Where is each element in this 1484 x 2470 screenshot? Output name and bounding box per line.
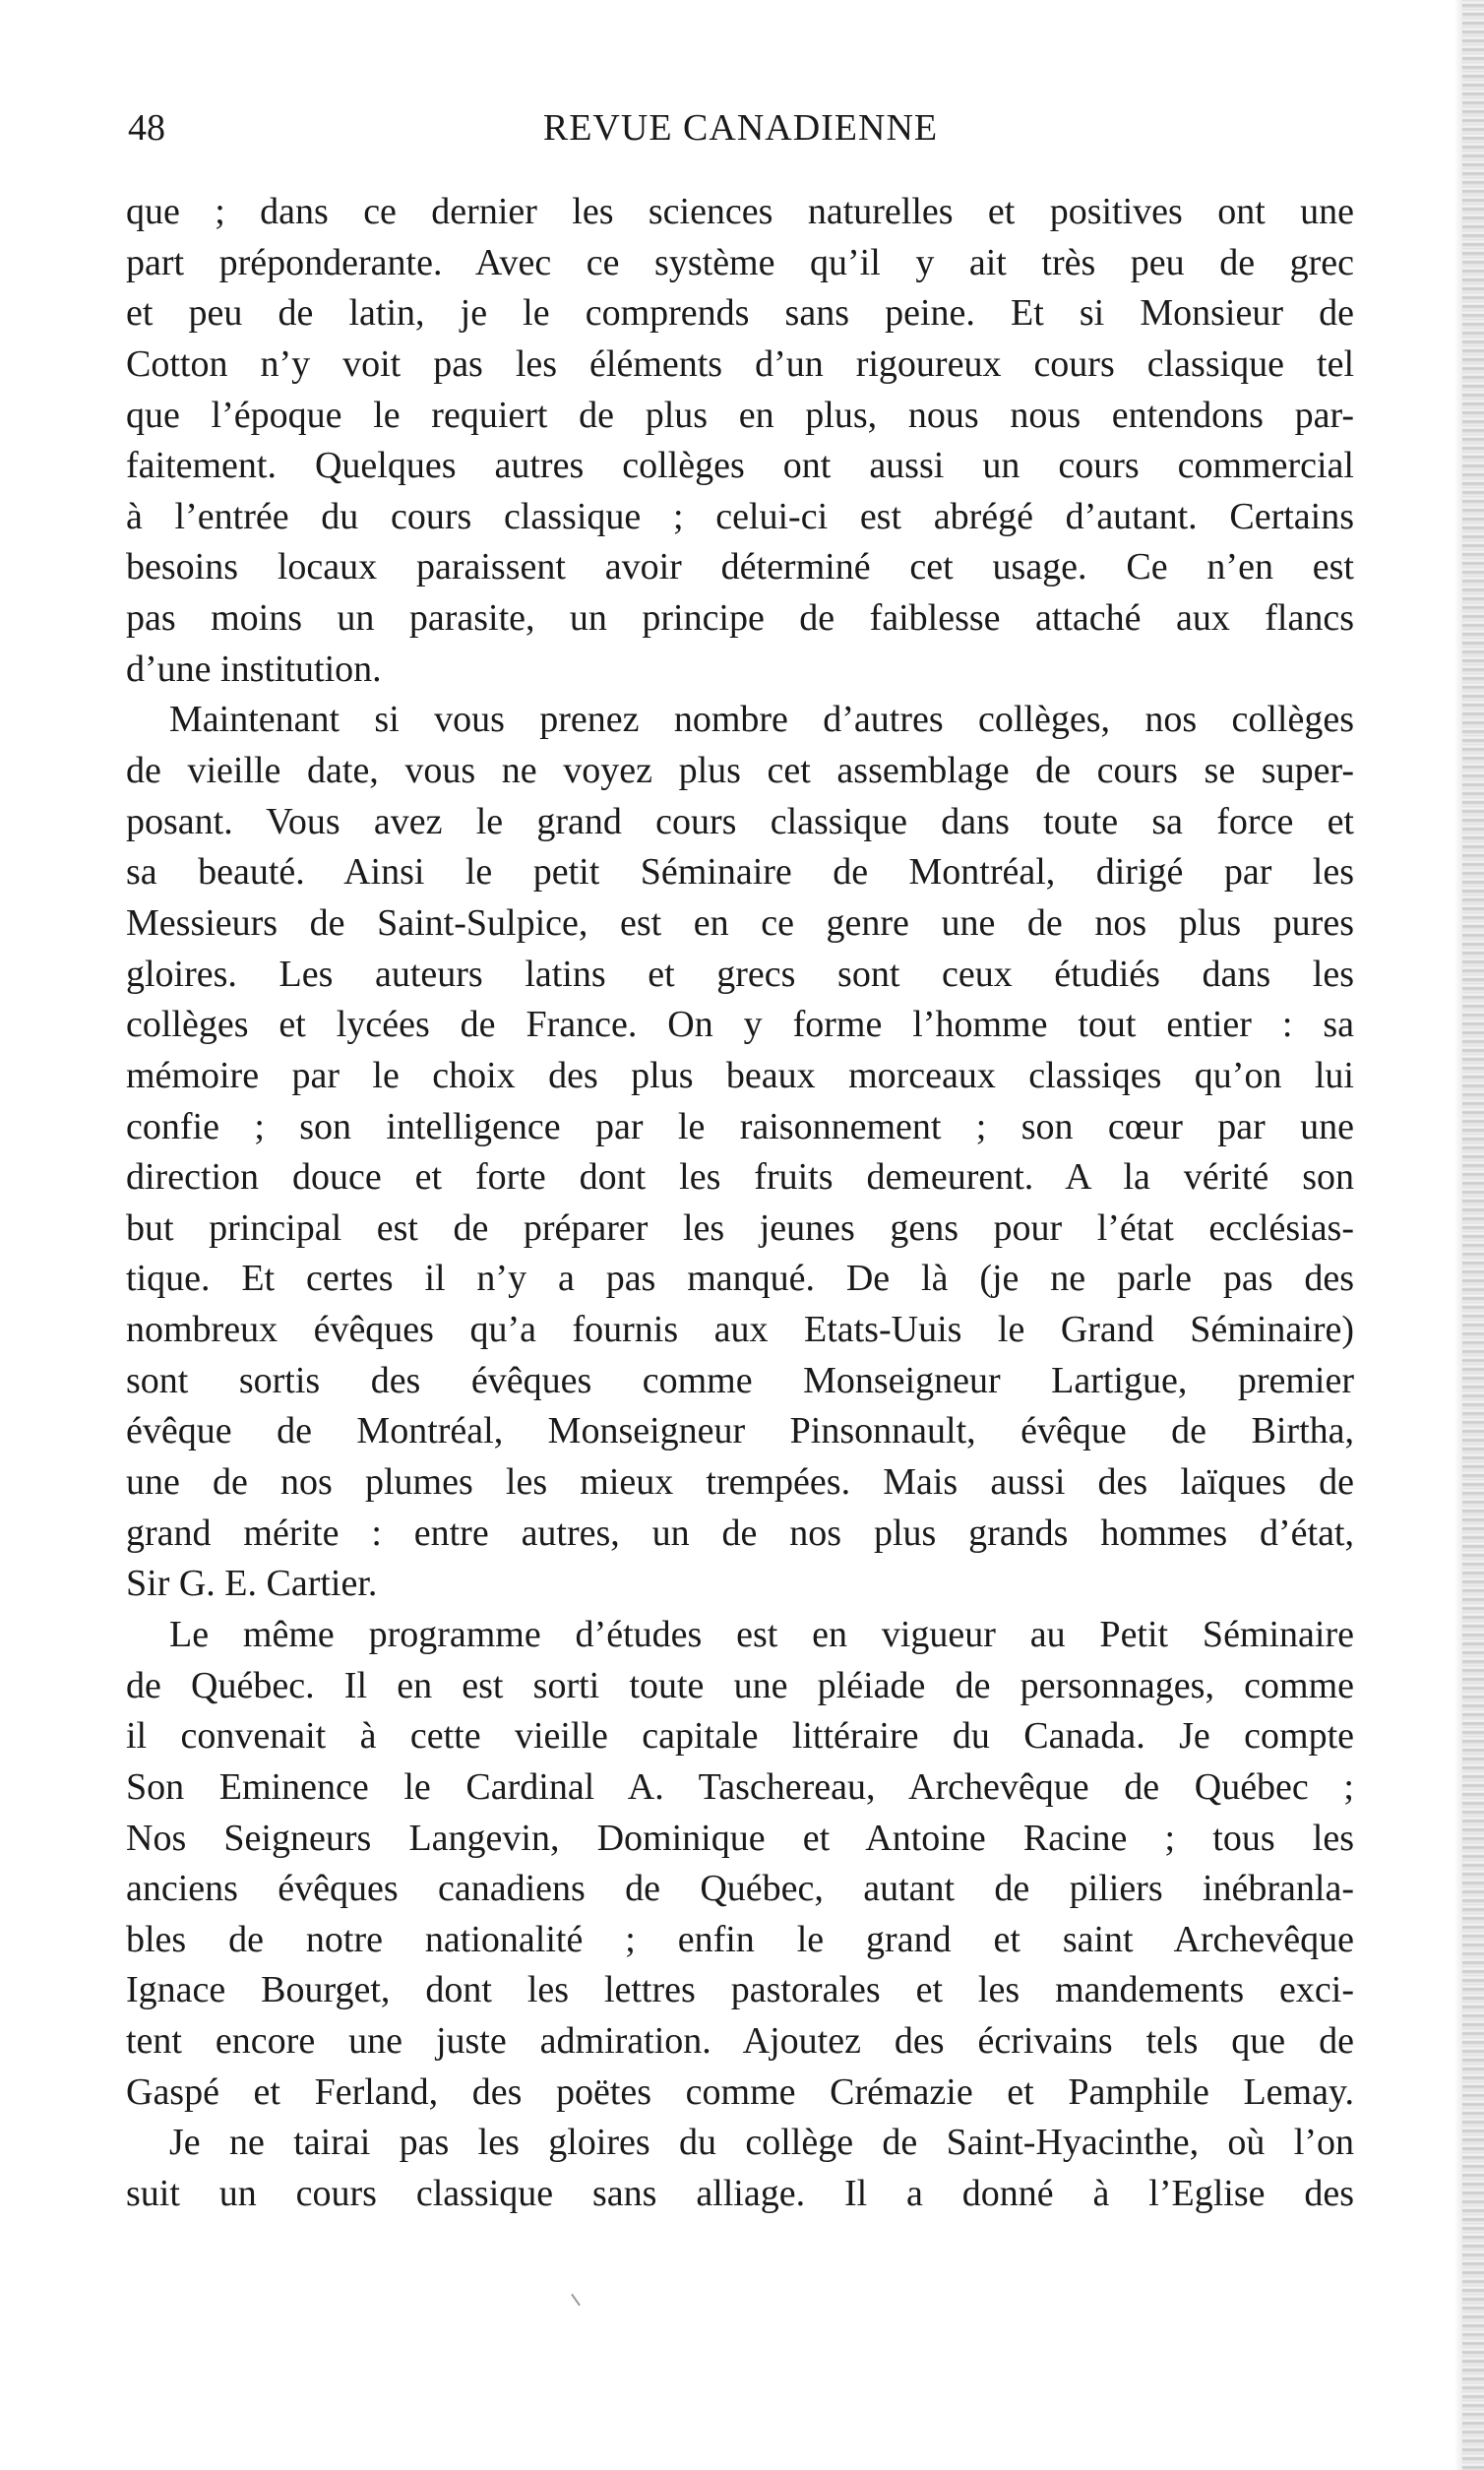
running-head: REVUE CANADIENNE [542,107,939,149]
text-line: Cotton n’y voit pas les éléments d’un rigoureux cours classique tel [126,342,1354,385]
text-line: direction douce et forte dont les fruits demeurent. A la vérité son [126,1156,1354,1199]
text-line: besoins locaux paraissent avoir déterminé cet usage. Ce n’en est [126,546,1354,588]
paper-speck [571,2294,581,2307]
text-line: à l’entrée du cours classique ; celui-ci est abrégé d’autant. Certains [126,495,1354,537]
text-line: Messieurs de Saint-Sulpice, est en ce genre une de nos plus pures [126,901,1354,944]
text-line: évêque de Montréal, Monseigneur Pinsonnault, évêque de Birtha, [126,1410,1354,1452]
text-line: sont sortis des évêques comme Monseigneur Lartigue, premier [126,1359,1354,1401]
text-line: d’une institution. [126,648,382,690]
page-header [128,98,1353,157]
paragraph-first-line: Je ne tairai pas les gloires du collège de Saint-Hyacinthe, où l’on [169,2122,1354,2164]
text-line: faitement. Quelques autres collèges ont aussi un cours commercial [126,445,1354,487]
text-line: Nos Seigneurs Langevin, Dominique et Antoine Racine ; tous les [126,1817,1354,1859]
paragraph-first-line: Le même programme d’études est en vigueur au Petit Séminaire [169,1613,1354,1655]
text-line: Ignace Bourget, dont les lettres pastorales et les mandements exci- [126,1969,1354,2011]
text-line: il convenait à cette vieille capitale littéraire du Canada. Je compte [126,1715,1354,1758]
text-line: Son Eminence le Cardinal A. Taschereau, Archevêque de Québec ; [126,1765,1354,1808]
text-line: de vieille date, vous ne voyez plus cet assemblage de cours se super- [126,750,1354,792]
text-line: bles de notre nationalité ; enfin le grand et saint Archevêque [126,1918,1354,1960]
text-line: de Québec. Il en est sorti toute une pléiade de personnages, comme [126,1664,1354,1706]
paragraph-first-line: Maintenant si vous prenez nombre d’autres collèges, nos collèges [169,699,1354,741]
text-line: gloires. Les auteurs latins et grecs sont ceux étudiés dans les [126,953,1354,995]
text-line: et peu de latin, je le comprends sans peine. Et si Monsieur de [126,292,1354,335]
text-line: grand mérite : entre autres, un de nos plus grands hommes d’état, [126,1512,1354,1554]
body-text [126,187,1354,2220]
page-number: 48 [128,107,165,149]
text-line: que l’époque le requiert de plus en plus, nous nous entendons par- [126,394,1354,436]
text-line: posant. Vous avez le grand cours classique dans toute sa force et [126,800,1354,842]
text-line: anciens évêques canadiens de Québec, autant de piliers inébranla- [126,1868,1354,1910]
text-line: une de nos plumes les mieux trempées. Mais aussi des laïques de [126,1461,1354,1504]
text-line: Gaspé et Ferland, des poëtes comme Crémazie et Pamphile Lemay. [126,2070,1354,2113]
text-line: pas moins un parasite, un principe de faiblesse attaché aux flancs [126,597,1354,640]
text-line: but principal est de préparer les jeunes gens pour l’état ecclésias- [126,1206,1354,1249]
text-line: nombreux évêques qu’a fournis aux Etats-Uuis le Grand Séminaire) [126,1309,1354,1351]
text-line: tique. Et certes il n’y a pas manqué. De là (je ne parle pas des [126,1258,1354,1300]
text-line: confie ; son intelligence par le raisonnement ; son cœur par une [126,1105,1354,1147]
page-edge-shadow [1454,0,1462,2470]
text-line: que ; dans ce dernier les sciences naturelles et positives ont une [126,191,1354,232]
page-edge [1462,0,1484,2470]
text-line: suit un cours classique sans alliage. Il a donné à l’Eglise des [126,2172,1354,2214]
text-line: Sir G. E. Cartier. [126,1563,378,1605]
text-line: tent encore une juste admiration. Ajoutez des écrivains tels que de [126,2020,1354,2063]
text-line: collèges et lycées de France. On y forme l’homme tout entier : sa [126,1004,1354,1046]
text-line: part préponderante. Avec ce système qu’il y ait très peu de grec [126,241,1354,283]
text-line: mémoire par le choix des plus beaux morceaux classiqes qu’on lui [126,1054,1354,1096]
text-line: sa beauté. Ainsi le petit Séminaire de Montréal, dirigé par les [126,851,1354,894]
